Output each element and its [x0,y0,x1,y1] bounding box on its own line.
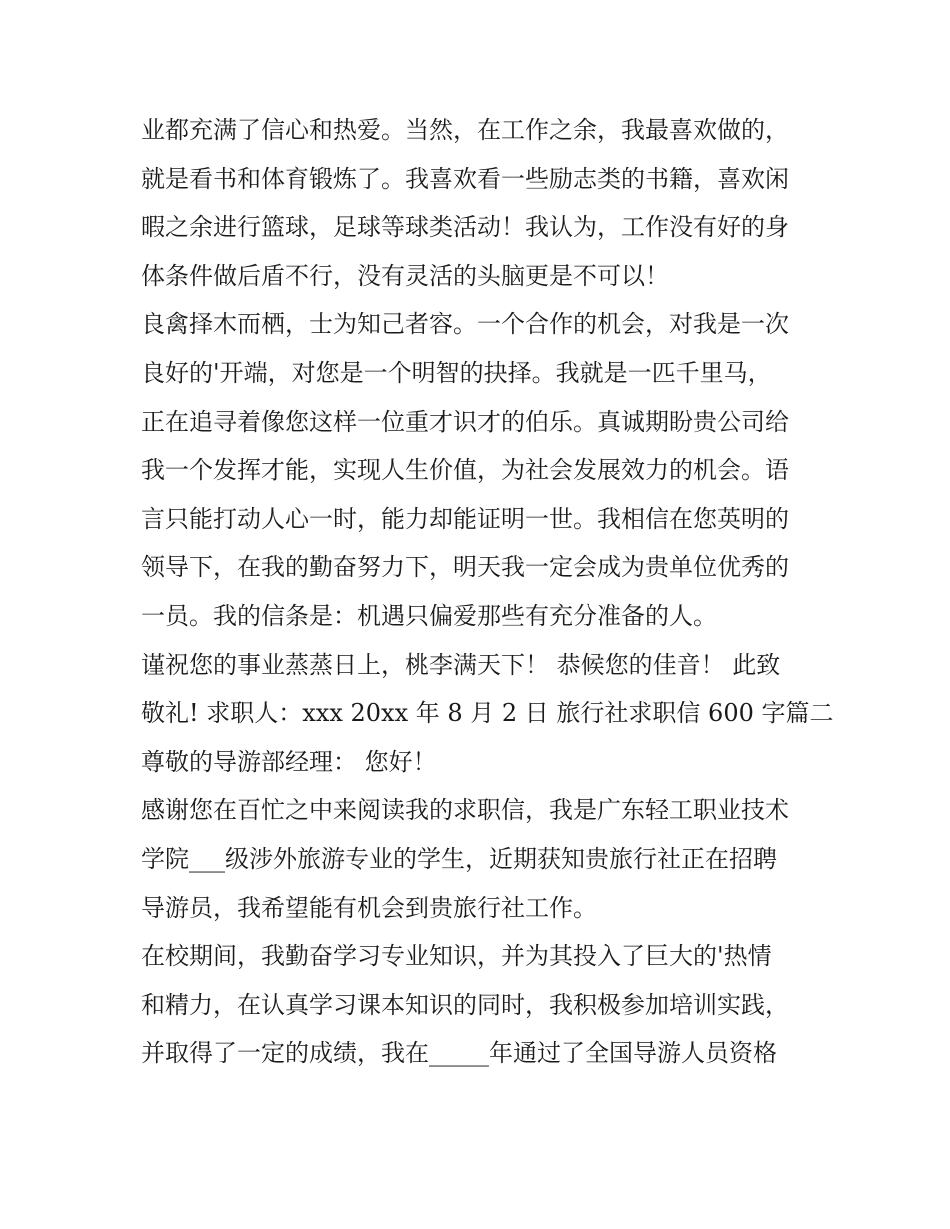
text-line: 良好的'开端，对您是一个明智的抉择。我就是一匹千里马， [141,358,772,387]
text-line: 良禽择木而栖，士为知己者容。一个合作的机会，对我是一次 [141,310,789,339]
text-line: 学院___级涉外旅游专业的学生，近期获知贵旅行社正在招聘 [141,844,777,873]
text-line: 感谢您在百忙之中来阅读我的求职信，我是广东轻工职业技术 [141,796,789,825]
text-line: 尊敬的导游部经理： 您好！ [141,747,437,776]
text-line: 和精力，在认真学习课本知识的同时，我积极参加培训实践， [141,990,789,1019]
text-line: 谨祝您的事业蒸蒸日上，桃李满天下！ 恭候您的佳音！ 此致 [141,650,781,679]
text-line: 体条件做后盾不行，没有灵活的头脑更是不可以！ [141,261,669,290]
text-line: 在校期间，我勤奋学习专业知识，并为其投入了巨大的'热情 [141,942,772,971]
text-line: 言只能打动人心一时，能力却能证明一世。我相信在您英明的 [141,504,789,533]
text-line: 就是看书和体育锻炼了。我喜欢看一些励志类的书籍，喜欢闲 [141,164,789,193]
text-line: 暇之余进行篮球，足球等球类活动！我认为，工作没有好的身 [141,213,789,242]
text-line: 我一个发挥才能，实现人生价值，为社会发展效力的机会。语 [141,456,789,485]
document-body [141,106,834,1078]
text-line: 正在追寻着像您这样一位重才识才的伯乐。真诚期盼贵公司给 [141,407,789,436]
text-line: 领导下，在我的勤奋努力下，明天我一定会成为贵单位优秀的 [141,553,789,582]
text-line: 敬礼! 求职人：xxx 20xx 年 8 月 2 日 旅行社求职信 600 字篇二 [141,699,834,728]
text-line: 一员。我的信条是：机遇只偏爱那些有充分准备的人。 [141,601,717,630]
text-line: 业都充满了信心和热爱。当然，在工作之余，我最喜欢做的， [141,116,789,144]
text-line: 并取得了一定的成绩，我在_____年通过了全国导游人员资格 [141,1039,777,1068]
text-line: 导游员，我希望能有机会到贵旅行社工作。 [141,893,597,922]
